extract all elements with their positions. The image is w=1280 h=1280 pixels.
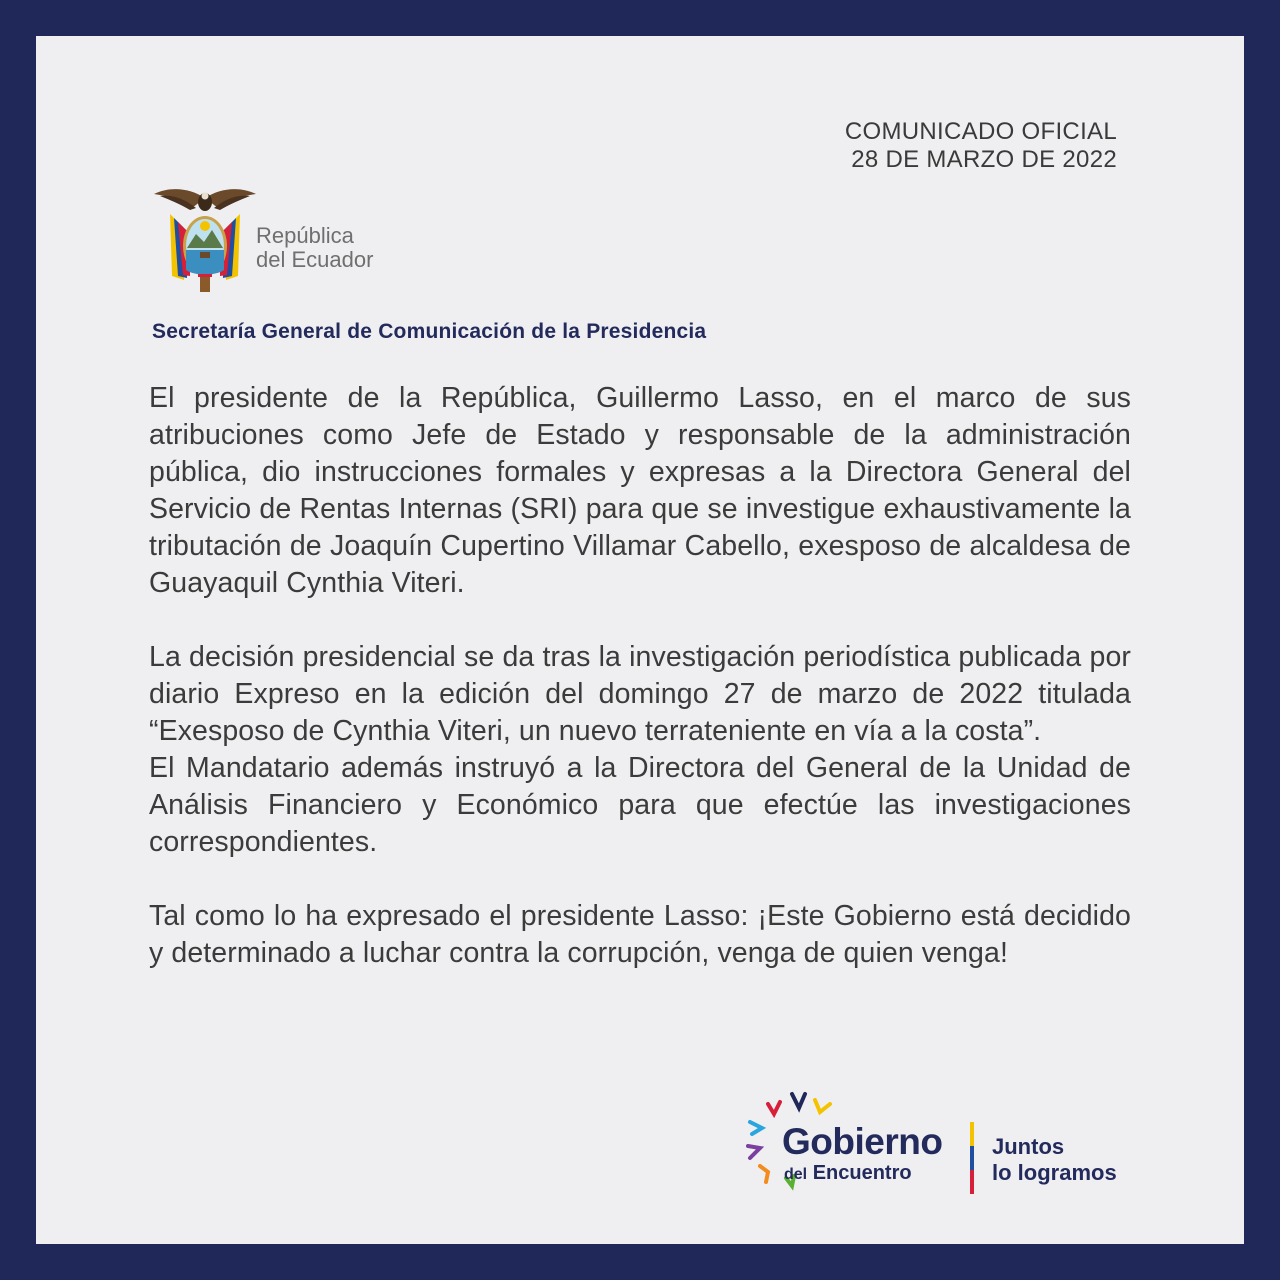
slogan <box>992 1134 1117 1186</box>
brand-title: Gobierno <box>782 1121 943 1162</box>
slogan-line2: lo logramos <box>992 1160 1117 1185</box>
slogan-line1: Juntos <box>992 1134 1065 1159</box>
brand-subtitle-prefix: del <box>784 1166 808 1183</box>
document-header <box>845 118 1117 174</box>
paragraph: El Mandatario además instruyó a la Directora del General de la Unidad de Análisis Financiero y Económico para que efectúe las investigaciones correspondientes. <box>149 752 1131 858</box>
republic-name <box>256 224 373 272</box>
paragraph: El presidente de la República, Guillermo Lasso, en el marco de sus atribuciones como Jefe de Estado y responsable de la administración pública, dio instrucciones formales y expresas a la Directora General del Servicio de Rentas Internas (SRI) para que se investigue exhaustivamente la tributación de Joaquín Cupertino Villamar Cabello, exesposo de alcaldesa de Guayaquil Cynthia Viteri. <box>149 382 1131 599</box>
document-date: 28 DE MARZO DE 2022 <box>851 146 1117 173</box>
brand-subtitle <box>784 1162 912 1186</box>
republic-name-line1: República <box>256 223 354 248</box>
issuing-office: Secretaría General de Comunicación de la Presidencia <box>152 320 707 343</box>
statement-body <box>149 380 1131 972</box>
brand-subtitle-main: Encuentro <box>812 1162 912 1184</box>
flag-divider <box>970 1122 974 1194</box>
document-type: COMUNICADO OFICIAL <box>844 118 1117 145</box>
coat-of-arms-icon <box>150 184 260 298</box>
paragraph: La decisión presidencial se da tras la investigación periodística publicada por diario Expreso en la edición del domingo 27 de marzo de 2022 titulada “Exesposo de Cynthia Viteri, un nuevo terrateniente en vía a la costa”. <box>149 641 1131 747</box>
government-brand-logo <box>742 1086 1142 1206</box>
republic-name-line2: del Ecuador <box>256 247 374 272</box>
paragraph: Tal como lo ha expresado el presidente Lasso: ¡Este Gobierno está decidido y determinado a luchar contra la corrupción, venga de quien venga! <box>149 900 1131 969</box>
